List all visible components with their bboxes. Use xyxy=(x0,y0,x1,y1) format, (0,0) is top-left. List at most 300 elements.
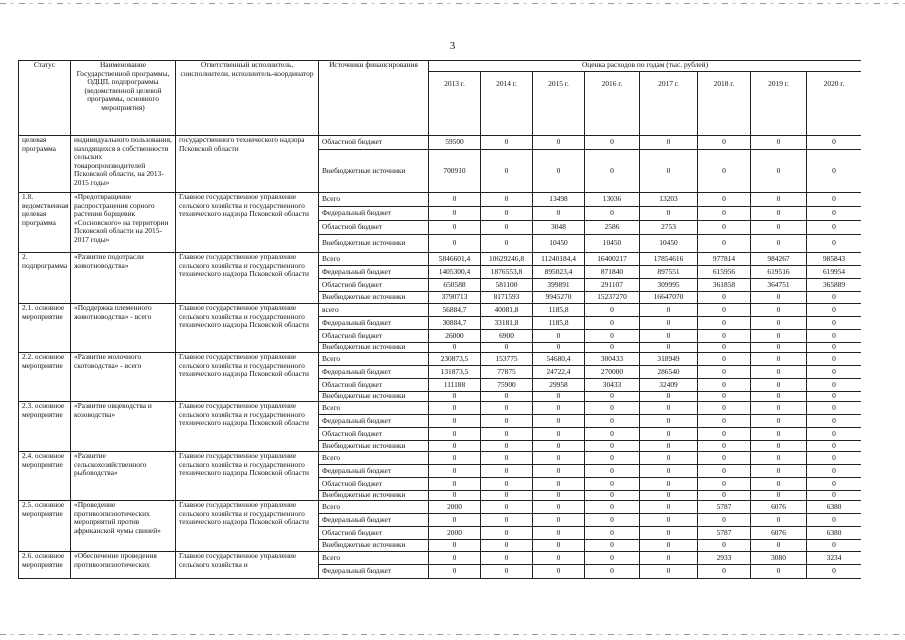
row-value: 0 xyxy=(807,415,862,428)
row-value: 0 xyxy=(751,292,807,304)
row-value: 0 xyxy=(751,330,807,343)
row-source: Федеральный бюджет xyxy=(319,514,429,527)
row-value: 8171593 xyxy=(481,292,533,304)
row-value: 0 xyxy=(429,491,481,501)
row-value: 0 xyxy=(533,501,585,514)
row-value: 30884,7 xyxy=(429,317,481,330)
row-source: Областной бюджет xyxy=(319,478,429,491)
row-value: 0 xyxy=(429,392,481,402)
row-value: 0 xyxy=(807,235,862,253)
row-value: 0 xyxy=(533,136,585,150)
row-status: 2.1. основное мероприятие xyxy=(19,304,71,353)
row-source: Областной бюджет xyxy=(319,527,429,540)
row-source: Областной бюджет xyxy=(319,279,429,292)
row-value: 0 xyxy=(429,441,481,452)
row-value: 0 xyxy=(698,465,751,478)
row-value: 619954 xyxy=(807,266,862,279)
row-value: 0 xyxy=(640,330,698,343)
row-value: 0 xyxy=(481,402,533,415)
row-value: 0 xyxy=(807,366,862,379)
table-row xyxy=(19,304,862,317)
row-value: 0 xyxy=(698,514,751,527)
row-value: 0 xyxy=(751,465,807,478)
row-value: 0 xyxy=(698,193,751,207)
row-status: 2. подпрограмма xyxy=(19,253,71,304)
row-value: 0 xyxy=(429,235,481,253)
row-value: 581100 xyxy=(481,279,533,292)
row-value: 361858 xyxy=(698,279,751,292)
row-name: индивидуального пользования, находящихся в собственности сельских товаропроизводителей Псковской области, на 2013-2015 годы» xyxy=(71,136,176,193)
row-value: 399891 xyxy=(533,279,585,292)
row-value: 0 xyxy=(585,491,640,501)
row-value: 0 xyxy=(585,452,640,465)
header-year: 2013 г. xyxy=(429,72,481,136)
row-value: 32409 xyxy=(640,379,698,392)
row-value: 0 xyxy=(751,343,807,353)
row-value: 0 xyxy=(807,491,862,501)
row-source: Внебюджетные источники xyxy=(319,441,429,452)
row-value: 2753 xyxy=(640,221,698,235)
row-value: 0 xyxy=(698,491,751,501)
row-value: 0 xyxy=(698,452,751,465)
row-value: 0 xyxy=(640,514,698,527)
row-value: 0 xyxy=(640,428,698,441)
row-value: 0 xyxy=(533,441,585,452)
row-name: «Развитие овцеводства и козоводства» xyxy=(71,402,176,452)
row-value: 3234 xyxy=(807,552,862,565)
row-value: 0 xyxy=(807,292,862,304)
row-value: 0 xyxy=(807,402,862,415)
row-value: 615956 xyxy=(698,266,751,279)
row-status: целевая программа xyxy=(19,136,71,193)
row-value: 0 xyxy=(585,317,640,330)
row-value: 1876553,8 xyxy=(481,266,533,279)
row-value: 0 xyxy=(807,317,862,330)
row-source: Федеральный бюджет xyxy=(319,266,429,279)
row-value: 0 xyxy=(807,514,862,527)
row-value: 0 xyxy=(481,452,533,465)
row-source: Федеральный бюджет xyxy=(319,317,429,330)
row-value: 318949 xyxy=(640,353,698,366)
row-value: 0 xyxy=(807,330,862,343)
row-value: 0 xyxy=(429,207,481,221)
row-value: 0 xyxy=(807,193,862,207)
row-value: 6380 xyxy=(807,501,862,514)
row-value: 0 xyxy=(585,304,640,317)
row-value: 364751 xyxy=(751,279,807,292)
row-value: 0 xyxy=(481,465,533,478)
row-value: 365889 xyxy=(807,279,862,292)
row-value: 700910 xyxy=(429,150,481,193)
header-name: Наименование Государственной программы, ОДЦП, подпрограммы (ведомственной целевой программы, основного мероприятия) xyxy=(71,61,176,136)
row-value: 619516 xyxy=(751,266,807,279)
row-value: 0 xyxy=(751,221,807,235)
row-value: 0 xyxy=(698,392,751,402)
row-value: 24722,4 xyxy=(533,366,585,379)
row-value: 0 xyxy=(698,235,751,253)
row-value: 0 xyxy=(698,441,751,452)
row-value: 40081,8 xyxy=(481,304,533,317)
row-value: 0 xyxy=(751,136,807,150)
row-value: 29958 xyxy=(533,379,585,392)
row-value: 0 xyxy=(640,392,698,402)
row-value: 0 xyxy=(698,317,751,330)
header-year: 2019 г. xyxy=(751,72,807,136)
row-value: 17854616 xyxy=(640,253,698,266)
row-value: 0 xyxy=(807,478,862,491)
row-source: Областной бюджет xyxy=(319,428,429,441)
row-value: 0 xyxy=(533,452,585,465)
row-value: 0 xyxy=(640,501,698,514)
row-value: 2586 xyxy=(585,221,640,235)
row-value: 0 xyxy=(751,415,807,428)
row-value: 0 xyxy=(698,478,751,491)
table-row xyxy=(19,501,862,514)
row-value: 13036 xyxy=(585,193,640,207)
row-source: Всего xyxy=(319,253,429,266)
row-value: 2000 xyxy=(429,501,481,514)
row-executor: Главное государственное управление сельского хозяйства и государственного технического надзора Псковской области xyxy=(176,193,319,253)
row-value: 0 xyxy=(533,392,585,402)
row-status: 2.5. основное мероприятие xyxy=(19,501,71,552)
header-year: 2018 г. xyxy=(698,72,751,136)
row-value: 0 xyxy=(807,136,862,150)
row-value: 0 xyxy=(585,465,640,478)
row-executor: Главное государственное управление сельского хозяйства и государственного технического надзора Псковской области xyxy=(176,253,319,304)
row-value: 0 xyxy=(533,428,585,441)
row-value: 11240184,4 xyxy=(533,253,585,266)
row-value: 0 xyxy=(429,452,481,465)
row-source: Всего xyxy=(319,402,429,415)
row-executor: Главное государственное управление сельского хозяйства и государственного технического надзора Псковской области xyxy=(176,452,319,501)
row-source: Всего xyxy=(319,353,429,366)
row-value: 0 xyxy=(481,514,533,527)
row-value: 0 xyxy=(640,552,698,565)
row-value: 131873,5 xyxy=(429,366,481,379)
row-name: «Обеспечение проведения противоэпизоотических xyxy=(71,552,176,579)
row-value: 0 xyxy=(481,428,533,441)
row-value: 0 xyxy=(807,353,862,366)
row-value: 5846601,4 xyxy=(429,253,481,266)
table-row xyxy=(19,353,862,366)
row-value: 895023,4 xyxy=(533,266,585,279)
row-value: 0 xyxy=(429,343,481,353)
row-source: Федеральный бюджет xyxy=(319,366,429,379)
row-value: 0 xyxy=(640,207,698,221)
row-value: 0 xyxy=(640,478,698,491)
row-value: 10450 xyxy=(585,235,640,253)
table-row xyxy=(19,253,862,266)
row-value: 0 xyxy=(585,540,640,552)
row-source: Областной бюджет xyxy=(319,330,429,343)
scan-edge-bottom xyxy=(0,634,905,635)
table-row xyxy=(19,136,862,150)
row-value: 13203 xyxy=(640,193,698,207)
row-value: 0 xyxy=(585,552,640,565)
row-value: 0 xyxy=(640,465,698,478)
row-source: Федеральный бюджет xyxy=(319,207,429,221)
row-value: 0 xyxy=(640,540,698,552)
budget-table-container xyxy=(18,60,861,634)
header-year: 2014 г. xyxy=(481,72,533,136)
row-value: 77875 xyxy=(481,366,533,379)
table-body xyxy=(19,136,862,579)
row-value: 0 xyxy=(640,304,698,317)
row-value: 0 xyxy=(585,330,640,343)
row-value: 0 xyxy=(807,441,862,452)
row-value: 0 xyxy=(429,478,481,491)
row-value: 0 xyxy=(698,565,751,579)
row-status: 1.8. ведомственная целевая программа xyxy=(19,193,71,253)
row-value: 270000 xyxy=(585,366,640,379)
row-source: Внебюджетные источники xyxy=(319,292,429,304)
row-value: 0 xyxy=(698,366,751,379)
row-source: Федеральный бюджет xyxy=(319,415,429,428)
row-value: 0 xyxy=(640,452,698,465)
row-value: 0 xyxy=(640,565,698,579)
row-value: 0 xyxy=(640,402,698,415)
row-value: 0 xyxy=(429,402,481,415)
row-value: 0 xyxy=(807,428,862,441)
budget-table xyxy=(18,60,861,579)
row-value: 0 xyxy=(751,366,807,379)
row-value: 0 xyxy=(751,540,807,552)
row-value: 10629246,8 xyxy=(481,253,533,266)
row-status: 2.3. основное мероприятие xyxy=(19,402,71,452)
row-value: 0 xyxy=(585,428,640,441)
row-value: 0 xyxy=(640,527,698,540)
row-value: 0 xyxy=(751,150,807,193)
row-source: Внебюджетные источники xyxy=(319,540,429,552)
row-value: 0 xyxy=(429,552,481,565)
row-value: 1185,8 xyxy=(533,304,585,317)
row-source: Всего xyxy=(319,452,429,465)
row-value: 5787 xyxy=(698,527,751,540)
row-value: 6900 xyxy=(481,330,533,343)
row-value: 0 xyxy=(533,478,585,491)
table-row xyxy=(19,552,862,565)
row-value: 0 xyxy=(481,207,533,221)
row-source: Внебюджетные источники xyxy=(319,491,429,501)
row-value: 0 xyxy=(751,402,807,415)
row-value: 0 xyxy=(751,379,807,392)
row-value: 16400217 xyxy=(585,253,640,266)
row-value: 0 xyxy=(585,150,640,193)
row-value: 0 xyxy=(481,392,533,402)
row-name: «Проведение противоэпизоотических мероприятий против африканской чумы свиней» xyxy=(71,501,176,552)
scan-edge-top xyxy=(0,3,905,4)
row-value: 54680,4 xyxy=(533,353,585,366)
row-value: 0 xyxy=(585,392,640,402)
row-value: 309995 xyxy=(640,279,698,292)
row-name: «Развитие подотрасли животноводства» xyxy=(71,253,176,304)
row-value: 33181,8 xyxy=(481,317,533,330)
row-value: 985843 xyxy=(807,253,862,266)
row-value: 0 xyxy=(640,491,698,501)
row-value: 0 xyxy=(698,292,751,304)
row-value: 230873,5 xyxy=(429,353,481,366)
row-value: 0 xyxy=(585,501,640,514)
row-value: 0 xyxy=(481,150,533,193)
row-value: 6076 xyxy=(751,501,807,514)
row-value: 0 xyxy=(698,402,751,415)
row-value: 0 xyxy=(751,565,807,579)
row-value: 0 xyxy=(533,207,585,221)
row-value: 15237270 xyxy=(585,292,640,304)
row-value: 6380 xyxy=(807,527,862,540)
row-value: 0 xyxy=(807,540,862,552)
row-value: 0 xyxy=(698,353,751,366)
header-executor: Ответственный исполнитель, соисполнители, исполнитель-координатор xyxy=(176,61,319,136)
row-value: 0 xyxy=(751,235,807,253)
row-value: 0 xyxy=(640,415,698,428)
row-value: 0 xyxy=(533,491,585,501)
row-value: 0 xyxy=(533,565,585,579)
row-source: Областной бюджет xyxy=(319,221,429,235)
header-year: 2020 г. xyxy=(807,72,862,136)
row-name: «Развитие молочного скотоводства» - всего xyxy=(71,353,176,402)
row-source: Всего xyxy=(319,501,429,514)
row-executor: Главное государственное управление сельского хозяйства и государственного технического надзора Псковской области xyxy=(176,402,319,452)
row-value: 0 xyxy=(429,193,481,207)
table-header xyxy=(19,61,862,136)
row-value: 9945270 xyxy=(533,292,585,304)
row-value: 0 xyxy=(481,221,533,235)
row-value: 0 xyxy=(429,465,481,478)
row-value: 0 xyxy=(533,150,585,193)
row-value: 0 xyxy=(533,527,585,540)
row-source: Областной бюджет xyxy=(319,379,429,392)
row-value: 0 xyxy=(698,136,751,150)
row-value: 0 xyxy=(429,514,481,527)
row-executor: Главное государственное управление сельского хозяйства и государственного технического надзора Псковской области xyxy=(176,501,319,552)
row-source: Всего xyxy=(319,552,429,565)
row-value: 0 xyxy=(585,207,640,221)
row-status: 2.4. основное мероприятие xyxy=(19,452,71,501)
header-status: Статус xyxy=(19,61,71,136)
row-value: 0 xyxy=(807,452,862,465)
row-value: 10450 xyxy=(533,235,585,253)
row-value: 0 xyxy=(640,150,698,193)
row-value: 0 xyxy=(429,221,481,235)
row-source: Федеральный бюджет xyxy=(319,565,429,579)
row-value: 984267 xyxy=(751,253,807,266)
row-value: 0 xyxy=(429,428,481,441)
row-source: Областной бюджет xyxy=(319,136,429,150)
row-value: 0 xyxy=(585,478,640,491)
row-value: 0 xyxy=(640,136,698,150)
row-value: 1405300,4 xyxy=(429,266,481,279)
row-value: 0 xyxy=(585,136,640,150)
row-status: 2.2. основное мероприятие xyxy=(19,353,71,402)
row-value: 650588 xyxy=(429,279,481,292)
row-value: 6076 xyxy=(751,527,807,540)
row-value: 0 xyxy=(533,402,585,415)
row-value: 0 xyxy=(698,304,751,317)
row-value: 0 xyxy=(481,478,533,491)
row-value: 0 xyxy=(533,343,585,353)
row-value: 0 xyxy=(640,441,698,452)
row-executor: Главное государственное управление сельского хозяйства и xyxy=(176,552,319,579)
row-value: 3790713 xyxy=(429,292,481,304)
row-value: 897551 xyxy=(640,266,698,279)
row-value: 2000 xyxy=(429,527,481,540)
row-value: 3080 xyxy=(751,552,807,565)
page-number: 3 xyxy=(449,40,456,52)
row-source: Внебюджетные источники xyxy=(319,392,429,402)
row-value: 0 xyxy=(585,527,640,540)
row-value: 0 xyxy=(698,428,751,441)
row-source: Всего xyxy=(319,193,429,207)
row-source: Федеральный бюджет xyxy=(319,465,429,478)
row-executor: Главное государственное управление сельского хозяйства и государственного технического надзора Псковской области xyxy=(176,353,319,402)
row-value: 0 xyxy=(585,514,640,527)
row-source: Внебюджетные источники xyxy=(319,343,429,353)
row-value: 0 xyxy=(751,441,807,452)
row-value: 0 xyxy=(807,150,862,193)
row-value: 0 xyxy=(751,514,807,527)
row-value: 3048 xyxy=(533,221,585,235)
row-value: 0 xyxy=(640,317,698,330)
row-name: «Предотвращение распространения сорного растения борщевик «Сосновского» на территории Псковской области на 2015-2017 годы» xyxy=(71,193,176,253)
row-value: 0 xyxy=(585,402,640,415)
row-value: 0 xyxy=(807,392,862,402)
header-estimate: Оценка расходов по годам (тыс. рублей) xyxy=(429,61,862,72)
header-sources: Источники финансирования xyxy=(319,61,429,136)
row-value: 10450 xyxy=(640,235,698,253)
row-value: 0 xyxy=(698,207,751,221)
row-value: 16647070 xyxy=(640,292,698,304)
row-status: 2.6. основное мероприятие xyxy=(19,552,71,579)
row-value: 291107 xyxy=(585,279,640,292)
row-value: 0 xyxy=(481,441,533,452)
row-value: 0 xyxy=(481,193,533,207)
row-value: 0 xyxy=(698,330,751,343)
row-value: 0 xyxy=(807,304,862,317)
row-source: Внебюджетные источники xyxy=(319,235,429,253)
table-row xyxy=(19,452,862,465)
table-row xyxy=(19,193,862,207)
row-value: 0 xyxy=(585,415,640,428)
row-value: 0 xyxy=(585,441,640,452)
row-value: 5787 xyxy=(698,501,751,514)
row-value: 0 xyxy=(751,392,807,402)
row-value: 0 xyxy=(751,428,807,441)
row-value: 0 xyxy=(481,491,533,501)
row-value: 0 xyxy=(640,343,698,353)
row-value: 0 xyxy=(481,565,533,579)
row-value: 75900 xyxy=(481,379,533,392)
row-value: 0 xyxy=(807,379,862,392)
row-value: 0 xyxy=(585,343,640,353)
header-year: 2017 г. xyxy=(640,72,698,136)
row-value: 0 xyxy=(698,343,751,353)
row-value: 0 xyxy=(751,304,807,317)
row-value: 0 xyxy=(481,136,533,150)
row-value: 0 xyxy=(698,540,751,552)
row-value: 0 xyxy=(807,465,862,478)
header-year: 2015 г. xyxy=(533,72,585,136)
row-value: 0 xyxy=(481,540,533,552)
row-value: 871840 xyxy=(585,266,640,279)
row-name: «Развитие сельскохозяйственного рыбоводства» xyxy=(71,452,176,501)
row-value: 1185,8 xyxy=(533,317,585,330)
row-value: 0 xyxy=(429,565,481,579)
row-value: 0 xyxy=(751,452,807,465)
row-value: 0 xyxy=(807,343,862,353)
header-year: 2016 г. xyxy=(585,72,640,136)
row-value: 59500 xyxy=(429,136,481,150)
